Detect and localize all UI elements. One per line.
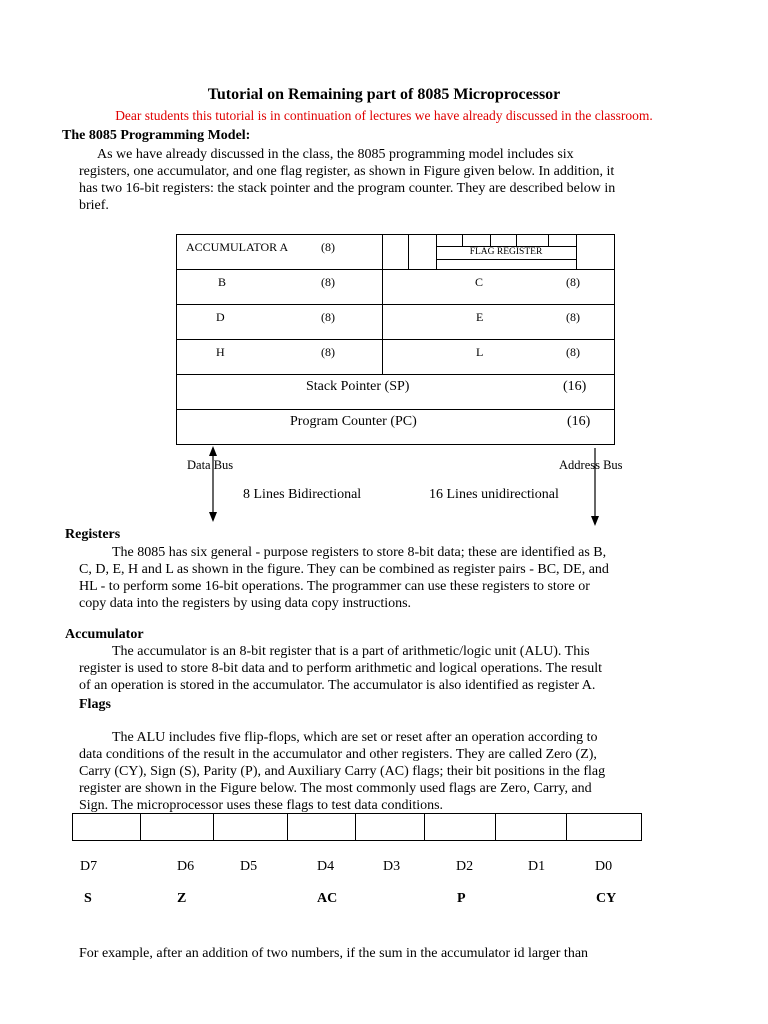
register-d-label: D	[216, 310, 225, 324]
paragraph-line: The accumulator is an 8-bit register that is a part of arithmetic/logic unit (ALU). This	[112, 644, 590, 659]
register-h-bits: (8)	[321, 345, 335, 359]
paragraph-line: The 8085 has six general - purpose registers to store 8-bit data; these are identified as B,	[112, 545, 607, 560]
flag-register-label: FLAG REGISTER	[469, 247, 543, 257]
row-divider	[176, 269, 615, 270]
program-counter-bits: (16)	[567, 414, 591, 429]
flag-box-divider	[287, 813, 288, 841]
register-h-label: H	[216, 345, 225, 359]
register-c-bits: (8)	[566, 275, 580, 289]
flag-cell-divider	[436, 259, 576, 260]
row-divider	[176, 339, 615, 340]
paragraph-line: register is used to store 8-bit data and to perform arithmetic and logical operations. The result	[79, 661, 603, 676]
intro-note: Dear students this tutorial is in continuation of lectures we have already discussed in the classroom.	[115, 108, 653, 123]
bit-label-d1: D1	[528, 859, 546, 874]
flag-box-divider	[566, 813, 567, 841]
data-bus-arrow-down-icon	[209, 512, 217, 522]
flag-register-boxes	[72, 813, 642, 841]
column-divider	[382, 234, 383, 374]
bit-label-d3: D3	[383, 859, 401, 874]
flag-cell-divider	[548, 234, 549, 246]
bit-label-d4: D4	[317, 859, 335, 874]
program-counter-label: Program Counter (PC)	[290, 414, 417, 429]
paragraph-line: of an operation is stored in the accumulator. The accumulator is also identified as register A.	[79, 678, 596, 693]
paragraph-line: As we have already discussed in the class, the 8085 programming model includes six	[97, 147, 574, 162]
accumulator-paragraph	[79, 643, 672, 694]
example-paragraph	[79, 945, 672, 962]
paragraph-line: has two 16-bit registers: the stack pointer and the program counter. They are described below in	[79, 181, 616, 196]
address-bus-label: Address Bus	[559, 458, 623, 472]
flag-box-divider	[424, 813, 425, 841]
row-divider	[176, 304, 615, 305]
bit-label-d5: D5	[240, 859, 258, 874]
bit-label-d0: D0	[595, 859, 613, 874]
bit-label-d7: D7	[80, 859, 98, 874]
accumulator-label: ACCUMULATOR A	[186, 240, 289, 254]
paragraph-line: Sign. The microprocessor uses these flags to test data conditions.	[79, 798, 444, 813]
register-diagram	[176, 234, 615, 445]
address-lines-label: 16 Lines unidirectional	[429, 487, 559, 502]
data-bus-label: Data Bus	[187, 458, 234, 472]
column-divider	[408, 234, 409, 269]
flag-cell-divider	[490, 234, 491, 246]
paragraph-line: copy data into the registers by using data copy instructions.	[79, 596, 412, 611]
register-l-bits: (8)	[566, 345, 580, 359]
row-divider	[176, 374, 615, 375]
register-e-bits: (8)	[566, 310, 580, 324]
data-lines-label: 8 Lines Bidirectional	[243, 487, 362, 502]
paragraph-line: brief.	[79, 198, 109, 213]
paragraph-line: Carry (CY), Sign (S), Parity (P), and Auxiliary Carry (AC) flags; their bit positions in the flag	[79, 764, 606, 779]
flag-parity: P	[457, 891, 466, 906]
flag-boxes-frame	[72, 813, 642, 841]
register-b-label: B	[218, 275, 227, 289]
paragraph-line: registers, one accumulator, and one flag register, as shown in Figure given below. In addition, it	[79, 164, 615, 179]
flag-auxiliary-carry: AC	[317, 891, 338, 906]
flags-paragraph	[79, 729, 672, 814]
prog-model-paragraph	[79, 146, 672, 214]
bit-label-d2: D2	[456, 859, 474, 874]
flag-cell-divider	[462, 234, 463, 246]
paragraph-line: data conditions of the result in the accumulator and other registers. They are called Zero (Z),	[79, 747, 597, 762]
flag-cell-divider	[516, 234, 517, 246]
row-divider	[176, 409, 615, 410]
paragraph-line: HL - to perform some 16-bit operations. The programmer can use these registers to store or	[79, 579, 590, 594]
registers-heading: Registers	[65, 527, 121, 542]
stack-pointer-bits: (16)	[563, 379, 587, 394]
registers-paragraph	[79, 544, 672, 612]
address-bus-arrow-down-icon	[591, 516, 599, 526]
register-b-bits: (8)	[321, 275, 335, 289]
register-d-bits: (8)	[321, 310, 335, 324]
register-l-label: L	[476, 345, 484, 359]
flag-carry: CY	[596, 891, 617, 906]
flag-box-divider	[495, 813, 496, 841]
register-e-label: E	[476, 310, 484, 324]
paragraph-line: The ALU includes five flip-flops, which are set or reset after an operation according to	[112, 730, 598, 745]
bit-label-d6: D6	[177, 859, 195, 874]
accumulator-heading: Accumulator	[65, 627, 144, 642]
data-bus-arrow-up-icon	[209, 446, 217, 456]
flag-sign: S	[84, 891, 92, 906]
prog-model-heading: The 8085 Programming Model:	[62, 128, 251, 143]
paragraph-line: For example, after an addition of two numbers, if the sum in the accumulator id larger than	[79, 946, 589, 961]
paragraph-line: register are shown in the Figure below. The most commonly used flags are Zero, Carry, and	[79, 781, 592, 796]
flag-box-divider	[140, 813, 141, 841]
page-title: Tutorial on Remaining part of 8085 Microprocessor	[207, 86, 561, 103]
accumulator-bits: (8)	[321, 240, 335, 254]
flags-heading: Flags	[79, 697, 111, 712]
flag-box-divider	[213, 813, 214, 841]
paragraph-line: C, D, E, H and L as shown in the figure. They can be combined as register pairs - BC, DE, and	[79, 562, 609, 577]
register-c-label: C	[475, 275, 484, 289]
stack-pointer-label: Stack Pointer (SP)	[306, 379, 410, 394]
flag-zero: Z	[177, 891, 187, 906]
flag-box-divider	[355, 813, 356, 841]
flag-cell-divider	[576, 234, 577, 269]
